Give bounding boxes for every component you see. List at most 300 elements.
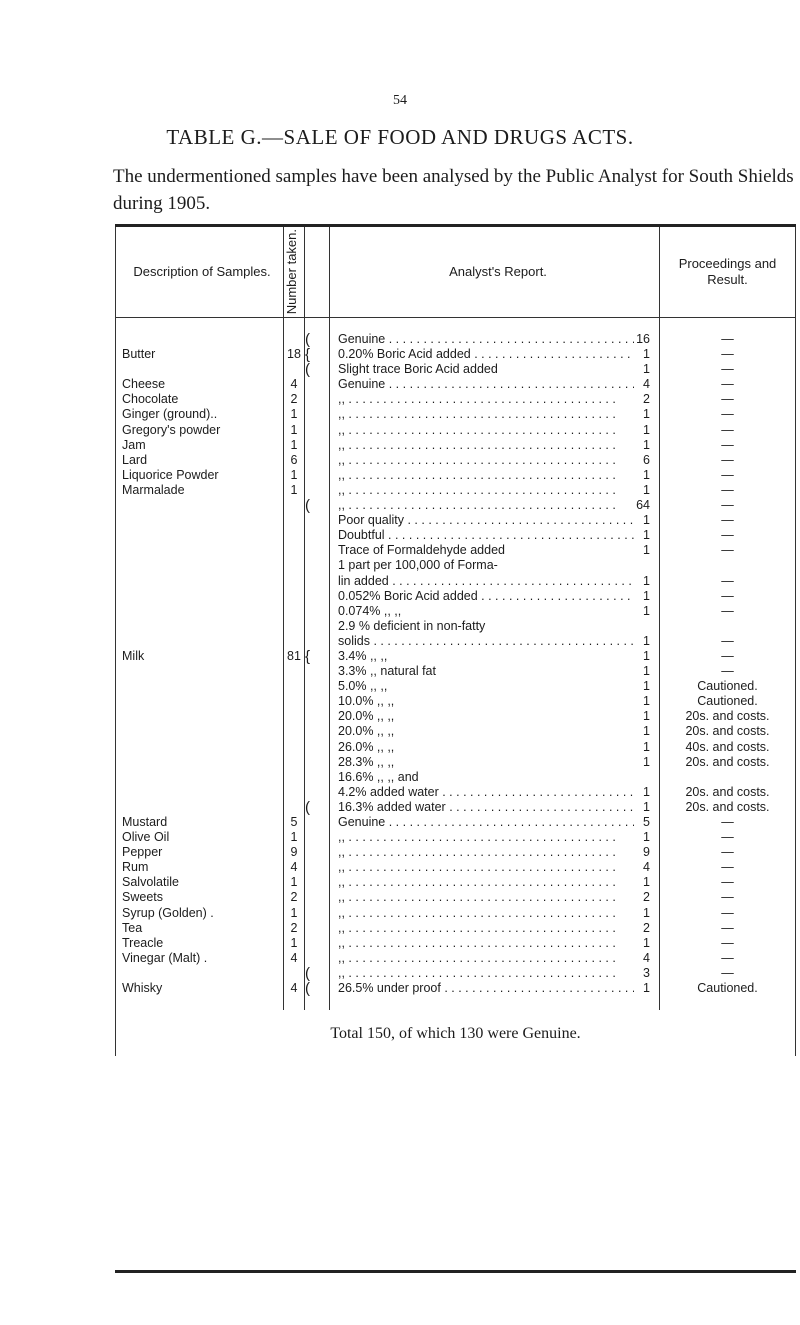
proceedings-result: — [660,513,796,528]
proceedings-result: — [660,528,796,543]
analyst-report [330,845,660,860]
sample-name [116,543,284,558]
sample-name [116,332,284,347]
sample-name [116,362,284,377]
sample-number [284,770,305,785]
brace-mark: ( [305,332,330,347]
brace-mark [305,875,330,890]
report-line [338,543,650,558]
report-count: 5 [643,815,650,829]
proceedings-result: — [660,815,796,830]
sample-name: Syrup (Golden) . [116,906,284,921]
brace-mark [305,634,330,649]
sample-name [116,513,284,528]
report-count [634,558,650,573]
header-number-text: Number taken. [284,229,299,315]
analyst-report [330,709,660,724]
sample-name [116,679,284,694]
analyst-report [330,468,660,483]
page-title: TABLE G.—SALE OF FOOD AND DRUGS ACTS. [166,125,634,149]
table-row [116,664,796,679]
table-row [116,634,796,649]
sample-number: 2 [284,890,305,905]
report-count: 1 [643,981,650,996]
report-line [338,966,650,981]
table-row [116,604,796,619]
brace-mark [305,438,330,453]
report-text: Doubtful . . . [338,528,634,543]
report-text: 3.3% ,, natural fat [338,664,436,679]
sample-number [284,785,305,800]
sample-number: 6 [284,453,305,468]
sample-number: 1 [284,875,305,890]
report-count: 1 [643,573,650,588]
report-text: ,, . . . [338,875,634,890]
sample-name [116,634,284,649]
report-text: 4.2% added water . . . [338,785,634,800]
table-row [116,966,796,981]
report-text: ,, . . . [338,890,634,905]
brace-mark: ( [305,498,330,513]
report-count: 1 [643,437,650,452]
table-row [116,770,796,785]
sample-name: Butter [116,347,284,362]
analyst-report [330,528,660,543]
proceedings-result: — [660,951,796,966]
table-row [116,649,796,664]
report-line [338,890,650,905]
report-text: 1 part per 100,000 of Forma- [338,558,498,573]
report-count: 1 [643,875,650,890]
proceedings-result [660,558,796,573]
report-text: ,, . . . [338,453,634,468]
report-count: 1 [643,633,650,648]
analyst-report [330,558,660,573]
report-count: 1 [643,422,650,437]
report-line [338,709,650,724]
analyst-report [330,860,660,875]
report-line [338,332,650,347]
sample-name [116,740,284,755]
report-count: 1 [643,905,650,920]
report-count: 4 [643,860,650,875]
report-line [338,694,650,709]
report-count: 1 [643,724,650,739]
analyst-report [330,800,660,815]
report-count: 1 [643,935,650,950]
analyst-report [330,604,660,619]
table-row [116,815,796,830]
sample-name: Mustard [116,815,284,830]
report-line [338,981,650,996]
analyst-report [330,438,660,453]
report-count: 1 [643,694,650,709]
sample-number: 1 [284,830,305,845]
report-text: 0.20% Boric Acid added . . . [338,347,634,362]
sample-name: Rum [116,860,284,875]
table-row [116,377,796,392]
proceedings-result: — [660,604,796,619]
proceedings-result: — [660,543,796,558]
sample-number [284,755,305,770]
report-text: ,, . . . [338,906,634,921]
analyst-report [330,815,660,830]
sample-name [116,589,284,604]
report-text: ,, . . . [338,936,634,951]
report-text: ,, . . . [338,468,634,483]
proceedings-result: — [660,347,796,362]
table-row [116,362,796,377]
brace-mark [305,724,330,739]
report-line [338,724,650,739]
report-count: 1 [643,543,650,558]
sample-name: Cheese [116,377,284,392]
sample-number [284,740,305,755]
spacer-row [116,318,796,333]
spacer-row [116,996,796,1010]
report-line [338,498,650,513]
report-line [338,377,650,392]
report-text: ,, . . . [338,860,634,875]
table-row [116,574,796,589]
sample-name: Whisky [116,981,284,996]
brace-mark: { [305,347,330,362]
sample-number: 1 [284,483,305,498]
sample-number: 1 [284,423,305,438]
report-text: ,, . . . [338,483,634,498]
report-line [338,664,650,679]
report-count: 1 [643,347,650,362]
table-row [116,347,796,362]
proceedings-result: — [660,966,796,981]
brace-mark [305,890,330,905]
sample-name [116,664,284,679]
sample-number: 4 [284,860,305,875]
samples-table [115,227,796,1056]
report-count: 1 [643,754,650,769]
sample-name [116,724,284,739]
brace-mark [305,860,330,875]
analyst-report [330,362,660,377]
report-line [338,815,650,830]
sample-number: 1 [284,906,305,921]
analyst-report [330,332,660,347]
brace-mark [305,709,330,724]
report-count: 1 [643,528,650,543]
sample-name: Gregory's powder [116,423,284,438]
proceedings-result: — [660,936,796,951]
report-count: 1 [643,482,650,497]
brace-mark [305,619,330,634]
proceedings-result: — [660,664,796,679]
sample-name: Salvolatile [116,875,284,890]
table-row [116,453,796,468]
brace-mark [305,589,330,604]
report-count: 1 [643,739,650,754]
report-count: 1 [643,362,650,377]
report-text: 0.052% Boric Acid added . . . [338,589,634,604]
table-row [116,468,796,483]
sample-number: 4 [284,981,305,996]
report-text: 28.3% ,, ,, [338,754,395,769]
report-count: 6 [643,452,650,467]
sample-number [284,604,305,619]
table-row [116,740,796,755]
analyst-report [330,770,660,785]
report-text: ,, . . . [338,423,634,438]
brace-mark [305,830,330,845]
sample-name: Chocolate [116,392,284,407]
header-proceedings: Proceedings and Result. [660,227,796,318]
sample-name [116,800,284,815]
report-text: 2.9 % deficient in non-fatty [338,618,486,633]
sample-name: Marmalade [116,483,284,498]
table-row [116,392,796,407]
brace-mark [305,664,330,679]
report-line [338,951,650,966]
analyst-report [330,921,660,936]
report-text: ,, . . . [338,966,634,981]
table-row [116,845,796,860]
report-text: Poor quality . . . [338,513,634,528]
analyst-report [330,755,660,770]
analyst-report [330,513,660,528]
analyst-report [330,724,660,739]
brace-mark [305,513,330,528]
page-number: 54 [393,93,407,108]
sample-number [284,332,305,347]
report-text: ,, . . . [338,392,634,407]
brace-mark [305,423,330,438]
report-text: 0.074% ,, ,, [338,603,402,618]
proceedings-result: Cautioned. [660,679,796,694]
brace-mark [305,951,330,966]
sample-number: 1 [284,468,305,483]
report-line [338,468,650,483]
brace-mark: { [305,649,330,664]
sample-number: 9 [284,845,305,860]
sample-number: 1 [284,438,305,453]
brace-mark [305,558,330,573]
sample-name [116,574,284,589]
brace-mark [305,755,330,770]
sample-name: Olive Oil [116,830,284,845]
header-number [284,227,305,318]
proceedings-result: — [660,332,796,347]
table-row [116,513,796,528]
proceedings-result: Cautioned. [660,694,796,709]
sample-number: 18 [284,347,305,362]
report-count: 16 [636,332,650,346]
analyst-report [330,951,660,966]
brace-mark: ( [305,966,330,981]
brace-mark: ( [305,362,330,377]
report-line [338,875,650,890]
sample-number: 5 [284,815,305,830]
analyst-report [330,498,660,513]
proceedings-result: — [660,468,796,483]
sample-name: Liquorice Powder [116,468,284,483]
table-row [116,755,796,770]
report-line [338,438,650,453]
analyst-report [330,453,660,468]
proceedings-result: — [660,921,796,936]
sample-number [284,498,305,513]
brace-mark [305,543,330,558]
report-count: 1 [643,679,650,694]
bottom-rule [115,1270,796,1273]
report-count: 2 [643,890,650,905]
table-row [116,951,796,966]
table-row [116,800,796,815]
table-row [116,589,796,604]
sample-name [116,709,284,724]
brace-mark [305,679,330,694]
report-line [338,906,650,921]
report-count: 1 [643,513,650,528]
table-row [116,543,796,558]
table-row [116,558,796,573]
report-line [338,634,650,649]
report-text: Genuine . . . [338,332,634,347]
proceedings-result: — [660,589,796,604]
report-line [338,453,650,468]
sample-number: 1 [284,407,305,422]
proceedings-result: — [660,483,796,498]
table-row [116,679,796,694]
report-line [338,770,650,785]
table-row [116,332,796,347]
header-brace-col [305,227,330,318]
brace-mark [305,453,330,468]
table-row [116,709,796,724]
table-row [116,981,796,996]
analyst-report [330,785,660,800]
sample-number [284,543,305,558]
brace-mark [305,528,330,543]
proceedings-result: — [660,906,796,921]
report-count: 1 [643,648,650,663]
report-text: Slight trace Boric Acid added [338,362,498,377]
proceedings-result: — [660,649,796,664]
sample-name: Milk [116,649,284,664]
brace-mark [305,936,330,951]
proceedings-result: — [660,362,796,377]
table-row [116,830,796,845]
sample-number [284,528,305,543]
analyst-report [330,679,660,694]
report-text: ,, . . . [338,921,634,936]
analyst-report [330,423,660,438]
report-line [338,589,650,604]
sample-number [284,634,305,649]
proceedings-result: — [660,890,796,905]
report-count: 2 [643,392,650,407]
report-text: 5.0% ,, ,, [338,679,388,694]
report-line [338,407,650,422]
proceedings-result: Cautioned. [660,981,796,996]
table-row [116,694,796,709]
proceedings-result: 20s. and costs. [660,755,796,770]
brace-mark [305,377,330,392]
table-row [116,528,796,543]
report-text: 10.0% ,, ,, [338,694,395,709]
analyst-report [330,377,660,392]
brace-mark: ( [305,981,330,996]
report-line [338,830,650,845]
sample-name [116,604,284,619]
header-description: Description of Samples. [116,227,284,318]
analyst-report [330,875,660,890]
proceedings-result: 20s. and costs. [660,800,796,815]
sample-number [284,574,305,589]
analyst-report [330,906,660,921]
sample-number [284,558,305,573]
report-line [338,574,650,589]
report-text: ,, . . . [338,407,634,422]
sample-name [116,966,284,981]
report-count: 1 [643,709,650,724]
report-text: ,, . . . [338,498,634,513]
table-row [116,906,796,921]
report-text: 16.6% ,, ,, and [338,769,419,784]
table-row [116,724,796,739]
proceedings-result: 40s. and costs. [660,740,796,755]
report-count [634,770,650,785]
analyst-report [330,574,660,589]
sample-number [284,362,305,377]
analyst-report [330,589,660,604]
report-count: 64 [636,498,650,513]
report-line [338,679,650,694]
report-count: 1 [643,407,650,422]
sample-number: 4 [284,951,305,966]
report-line [338,755,650,770]
report-text: 16.3% added water . . . [338,800,634,815]
proceedings-result: — [660,498,796,513]
analyst-report [330,966,660,981]
sample-name [116,785,284,800]
table-row [116,619,796,634]
sample-number: 81 [284,649,305,664]
report-count: 1 [643,830,650,845]
sample-number: 1 [284,936,305,951]
brace-mark [305,694,330,709]
brace-mark [305,815,330,830]
report-line [338,423,650,438]
report-line [338,740,650,755]
report-line [338,558,650,573]
report-line [338,649,650,664]
analyst-report [330,740,660,755]
proceedings-result: — [660,830,796,845]
sample-name: Pepper [116,845,284,860]
sample-number: 2 [284,392,305,407]
table-row [116,438,796,453]
report-line [338,936,650,951]
analyst-report [330,694,660,709]
proceedings-result [660,770,796,785]
table-row [116,785,796,800]
sample-name [116,755,284,770]
sample-name: Lard [116,453,284,468]
report-count: 1 [643,588,650,603]
proceedings-result: — [660,574,796,589]
proceedings-result: 20s. and costs. [660,785,796,800]
sample-name: Tea [116,921,284,936]
sample-name: Sweets [116,890,284,905]
report-line [338,362,650,377]
